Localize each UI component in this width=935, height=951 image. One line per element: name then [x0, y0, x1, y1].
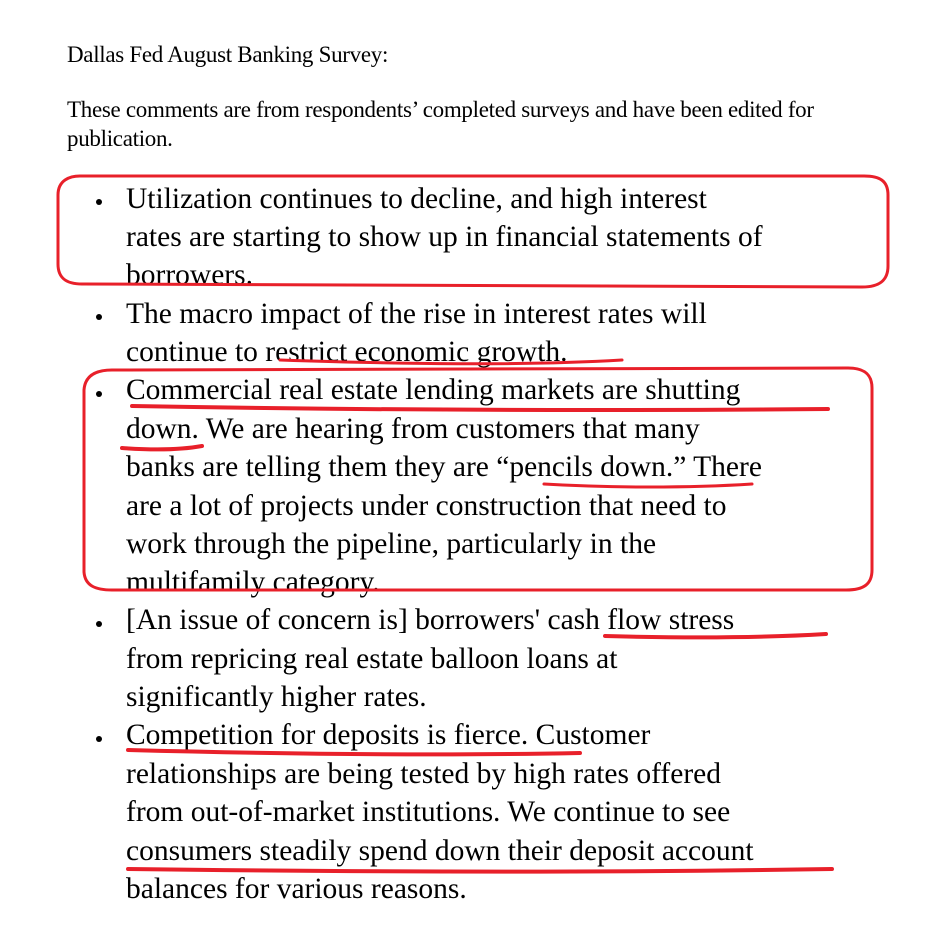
comment-line: are a lot of projects under construction that need to [126, 490, 727, 522]
comment-line: Utilization continues to decline, and high interest [126, 183, 707, 215]
comment-line: down. We are hearing from customers that many [126, 413, 700, 445]
comment-line: work through the pipeline, particularly in the [126, 528, 657, 560]
comment-line: multifamily category. [126, 566, 380, 598]
comment-line: significantly higher rates. [126, 681, 427, 713]
bullet-icon [96, 736, 102, 742]
survey-title: Dallas Fed August Banking Survey: [67, 42, 389, 67]
comment-line: rates are starting to show up in financial statements of [126, 221, 763, 253]
comment-line: relationships are being tested by high rates offered [126, 758, 721, 790]
comment-line: banks are telling them they are “pencils down.” There [126, 451, 762, 483]
comment-line: from repricing real estate balloon loans at [126, 643, 618, 675]
comment-line: The macro impact of the rise in interest rates will [126, 298, 707, 330]
comment-line: continue to restrict economic growth. [126, 336, 568, 368]
comment-line: Commercial real estate lending markets are shutting [126, 374, 741, 406]
bullet-icon [96, 314, 102, 320]
comment-line: from out-of-market institutions. We continue to see [126, 796, 731, 828]
comment-line: borrowers. [126, 259, 253, 291]
bullet-icon [96, 391, 102, 397]
comment-line: balances for various reasons. [126, 873, 467, 905]
intro-paragraph: These comments are from respondents’ completed surveys and have been edited for publication. [67, 97, 814, 151]
comment-line: consumers steadily spend down their deposit account [126, 835, 754, 867]
bullet-icon [96, 621, 102, 627]
comment-line: Competition for deposits is fierce. Customer [126, 719, 651, 751]
bullet-icon [96, 199, 102, 205]
comment-line: [An issue of concern is] borrowers' cash flow stress [126, 604, 735, 636]
